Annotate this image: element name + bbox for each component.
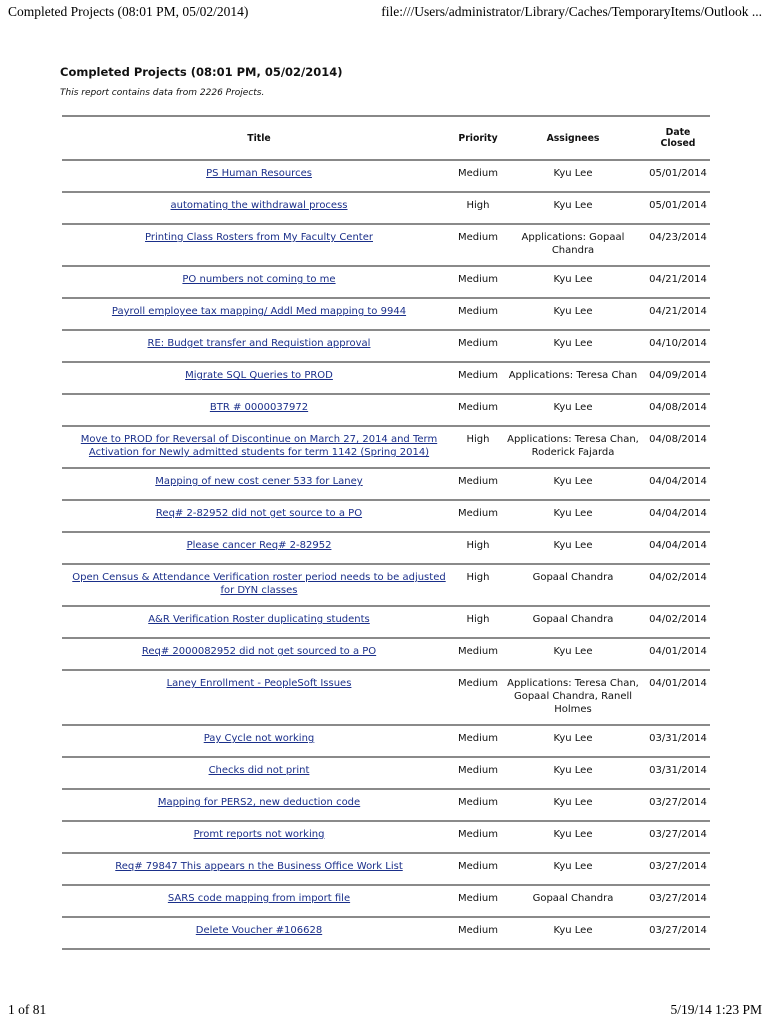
- table-row: [62, 298, 710, 330]
- assignees-cell: Gopaal Chandra: [500, 885, 646, 917]
- assignees-cell: Applications: Teresa Chan: [500, 362, 646, 394]
- date-closed-cell: 04/04/2014: [646, 468, 710, 500]
- table-row: [62, 394, 710, 426]
- projects-table: [62, 115, 710, 950]
- date-closed-line2: Closed: [660, 138, 696, 149]
- table-row: [62, 266, 710, 298]
- table-row: [62, 160, 710, 192]
- date-closed-cell: 04/21/2014: [646, 298, 710, 330]
- date-closed-cell: 04/02/2014: [646, 606, 710, 638]
- column-header-priority: Priority: [456, 116, 500, 160]
- table-row: [62, 917, 710, 949]
- table-row: [62, 564, 710, 606]
- assignees-cell: Kyu Lee: [500, 192, 646, 224]
- project-title-cell: [62, 917, 456, 949]
- assignees-cell: Kyu Lee: [500, 638, 646, 670]
- table-row: [62, 468, 710, 500]
- table-body: [62, 160, 710, 949]
- project-title-link[interactable]: A&R Verification Roster duplicating students: [148, 614, 370, 625]
- project-title-link[interactable]: Req# 79847 This appears n the Business Office Work List: [115, 861, 403, 872]
- page-number: 1 of 81: [8, 1002, 47, 1017]
- priority-cell: Medium: [456, 853, 500, 885]
- assignees-cell: Kyu Lee: [500, 394, 646, 426]
- assignees-cell: Kyu Lee: [500, 298, 646, 330]
- date-closed-cell: 04/01/2014: [646, 670, 710, 725]
- report-subtitle: This report contains data from 2226 Projects.: [60, 88, 265, 98]
- assignees-cell: Applications: Teresa Chan, Roderick Fajarda: [500, 426, 646, 468]
- project-title-cell: [62, 757, 456, 789]
- assignees-cell: Kyu Lee: [500, 757, 646, 789]
- project-title-link[interactable]: SARS code mapping from import file: [167, 893, 351, 904]
- date-closed-cell: 04/04/2014: [646, 500, 710, 532]
- project-title-cell: [62, 500, 456, 532]
- print-header-title: Completed Projects (08:01 PM, 05/02/2014): [8, 4, 249, 19]
- date-closed-cell: 03/31/2014: [646, 725, 710, 757]
- project-title-link[interactable]: BTR # 0000037972: [209, 402, 309, 413]
- date-closed-cell: 04/01/2014: [646, 638, 710, 670]
- date-closed-cell: 03/27/2014: [646, 853, 710, 885]
- project-title-cell: [62, 532, 456, 564]
- priority-cell: Medium: [456, 885, 500, 917]
- date-closed-cell: 04/10/2014: [646, 330, 710, 362]
- date-closed-cell: 04/04/2014: [646, 532, 710, 564]
- date-closed-cell: 04/08/2014: [646, 394, 710, 426]
- priority-cell: Medium: [456, 789, 500, 821]
- print-header-url: file:///Users/administrator/Library/Caches/TemporaryItems/Outlook ...: [381, 4, 762, 19]
- table-row: [62, 757, 710, 789]
- project-title-link[interactable]: Promt reports not working: [193, 829, 325, 840]
- project-title-link[interactable]: Pay Cycle not working: [203, 733, 315, 744]
- table-row: [62, 426, 710, 468]
- column-header-date-closed: [646, 116, 710, 160]
- priority-cell: Medium: [456, 266, 500, 298]
- priority-cell: Medium: [456, 160, 500, 192]
- project-title-link[interactable]: PO numbers not coming to me: [182, 274, 336, 285]
- table-row: [62, 821, 710, 853]
- assignees-cell: Kyu Lee: [500, 532, 646, 564]
- project-title-cell: [62, 638, 456, 670]
- project-title-cell: [62, 330, 456, 362]
- priority-cell: Medium: [456, 500, 500, 532]
- date-closed-cell: 04/21/2014: [646, 266, 710, 298]
- assignees-cell: Kyu Lee: [500, 468, 646, 500]
- priority-cell: Medium: [456, 821, 500, 853]
- assignees-cell: Kyu Lee: [500, 789, 646, 821]
- table-row: [62, 500, 710, 532]
- priority-cell: Medium: [456, 638, 500, 670]
- project-title-cell: [62, 160, 456, 192]
- project-title-link[interactable]: Mapping of new cost cener 533 for Laney: [155, 476, 363, 487]
- project-title-link[interactable]: Move to PROD for Reversal of Discontinue on March 27, 2014 and Term Activation for Newly admitted students for term 1142 (Spring 2014): [80, 434, 438, 458]
- date-closed-cell: 04/09/2014: [646, 362, 710, 394]
- priority-cell: High: [456, 426, 500, 468]
- priority-cell: Medium: [456, 362, 500, 394]
- date-closed-cell: 05/01/2014: [646, 160, 710, 192]
- date-closed-cell: 04/23/2014: [646, 224, 710, 266]
- project-title-cell: [62, 426, 456, 468]
- assignees-cell: Kyu Lee: [500, 917, 646, 949]
- assignees-cell: Gopaal Chandra: [500, 606, 646, 638]
- table-row: [62, 638, 710, 670]
- date-closed-cell: 05/01/2014: [646, 192, 710, 224]
- priority-cell: Medium: [456, 330, 500, 362]
- assignees-cell: Applications: Gopaal Chandra: [500, 224, 646, 266]
- priority-cell: Medium: [456, 468, 500, 500]
- table-row: [62, 853, 710, 885]
- project-title-cell: [62, 670, 456, 725]
- project-title-cell: [62, 192, 456, 224]
- table-row: [62, 725, 710, 757]
- assignees-cell: Kyu Lee: [500, 330, 646, 362]
- table-row: [62, 789, 710, 821]
- project-title-link[interactable]: Printing Class Rosters from My Faculty Center: [145, 232, 373, 243]
- table-row: [62, 330, 710, 362]
- assignees-cell: Kyu Lee: [500, 500, 646, 532]
- project-title-cell: [62, 885, 456, 917]
- column-header-assignees: Assignees: [500, 116, 646, 160]
- priority-cell: High: [456, 606, 500, 638]
- project-title-link[interactable]: Migrate SQL Queries to PROD: [185, 370, 333, 381]
- project-title-link[interactable]: Laney Enrollment - PeopleSoft Issues: [166, 678, 352, 689]
- print-header: [8, 4, 762, 26]
- project-title-link[interactable]: Checks did not print: [208, 765, 310, 776]
- priority-cell: Medium: [456, 298, 500, 330]
- project-title-link[interactable]: Open Census & Attendance Verification roster period needs to be adjusted for DYN classes: [72, 572, 446, 596]
- assignees-cell: Kyu Lee: [500, 266, 646, 298]
- assignees-cell: Kyu Lee: [500, 725, 646, 757]
- project-title-cell: [62, 224, 456, 266]
- priority-cell: Medium: [456, 917, 500, 949]
- project-title-link[interactable]: Payroll employee tax mapping/ Addl Med mapping to 9944: [111, 306, 407, 317]
- table-row: [62, 192, 710, 224]
- date-closed-cell: 03/27/2014: [646, 821, 710, 853]
- assignees-cell: Kyu Lee: [500, 160, 646, 192]
- print-timestamp: 5/19/14 1:23 PM: [670, 1002, 762, 1017]
- priority-cell: Medium: [456, 224, 500, 266]
- priority-cell: Medium: [456, 725, 500, 757]
- priority-cell: Medium: [456, 394, 500, 426]
- project-title-cell: [62, 362, 456, 394]
- project-title-cell: [62, 564, 456, 606]
- project-title-link[interactable]: automating the withdrawal process: [170, 200, 348, 211]
- assignees-cell: Kyu Lee: [500, 853, 646, 885]
- project-title-cell: [62, 298, 456, 330]
- priority-cell: Medium: [456, 757, 500, 789]
- print-footer: [8, 998, 762, 1018]
- assignees-cell: Applications: Teresa Chan, Gopaal Chandra, Ranell Holmes: [500, 670, 646, 725]
- date-closed-line1: Date: [665, 127, 691, 138]
- project-title-cell: [62, 468, 456, 500]
- date-closed-cell: 04/08/2014: [646, 426, 710, 468]
- date-closed-cell: 04/02/2014: [646, 564, 710, 606]
- project-title-link[interactable]: PS Human Resources: [206, 168, 312, 179]
- table-row: [62, 670, 710, 725]
- project-title-link[interactable]: Mapping for PERS2, new deduction code: [157, 797, 361, 808]
- project-title-link[interactable]: Req# 2-82952 did not get source to a PO: [155, 508, 363, 519]
- priority-cell: High: [456, 192, 500, 224]
- date-closed-cell: 03/27/2014: [646, 917, 710, 949]
- priority-cell: Medium: [456, 670, 500, 725]
- project-title-link[interactable]: Req# 2000082952 did not get sourced to a PO: [141, 646, 377, 657]
- priority-cell: High: [456, 564, 500, 606]
- project-title-link[interactable]: Delete Voucher #106628: [195, 925, 323, 936]
- assignees-cell: Gopaal Chandra: [500, 564, 646, 606]
- table-row: [62, 532, 710, 564]
- project-title-cell: [62, 853, 456, 885]
- table-row: [62, 362, 710, 394]
- project-title-cell: [62, 789, 456, 821]
- project-title-cell: [62, 394, 456, 426]
- project-title-cell: [62, 725, 456, 757]
- date-closed-cell: 03/31/2014: [646, 757, 710, 789]
- assignees-cell: Kyu Lee: [500, 821, 646, 853]
- project-title-cell: [62, 821, 456, 853]
- date-closed-cell: 03/27/2014: [646, 885, 710, 917]
- date-closed-cell: 03/27/2014: [646, 789, 710, 821]
- report-title: Completed Projects (08:01 PM, 05/02/2014): [60, 65, 343, 79]
- column-header-title: Title: [62, 116, 456, 160]
- table-row: [62, 606, 710, 638]
- table-row: [62, 224, 710, 266]
- priority-cell: High: [456, 532, 500, 564]
- table-header: [62, 116, 710, 160]
- project-title-cell: [62, 606, 456, 638]
- project-title-link[interactable]: RE: Budget transfer and Requistion approval: [147, 338, 371, 349]
- project-title-cell: [62, 266, 456, 298]
- project-title-link[interactable]: Please cancer Req# 2-82952: [186, 540, 332, 551]
- table-row: [62, 885, 710, 917]
